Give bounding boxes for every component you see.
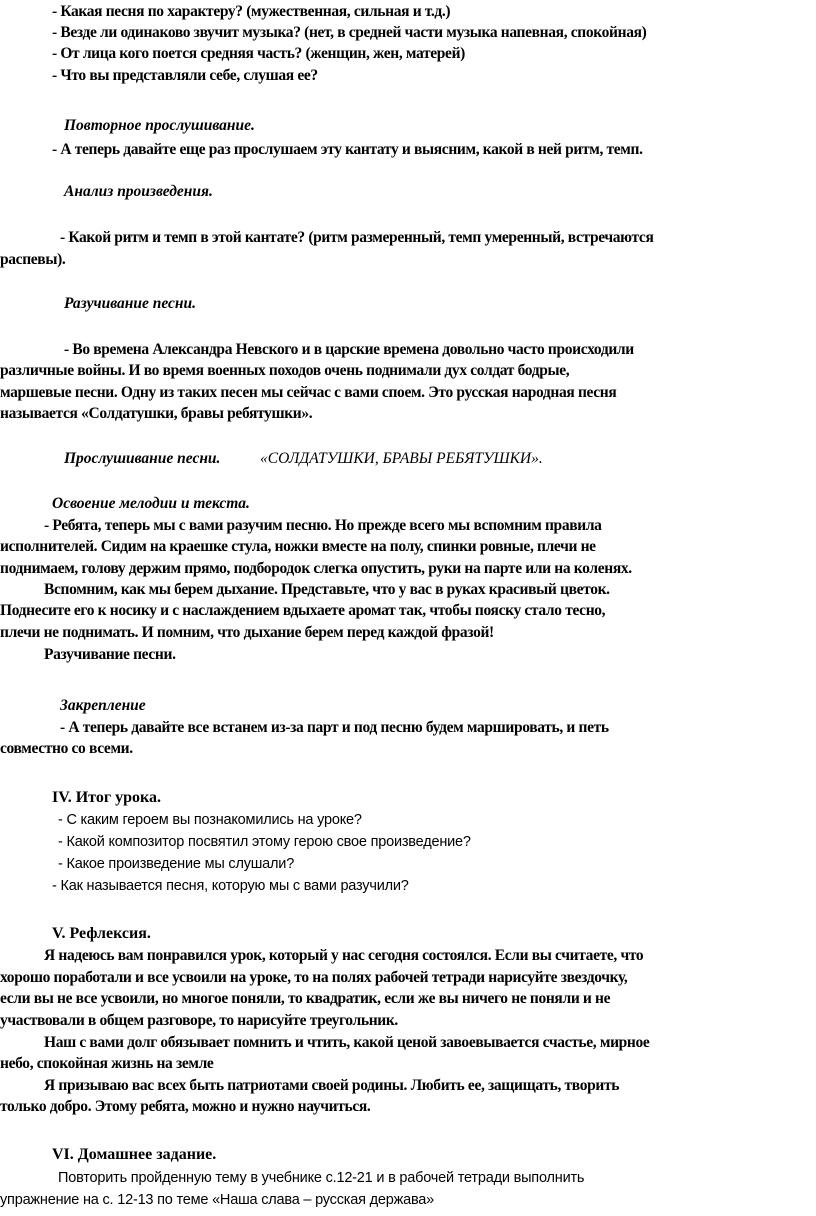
text-line: IV. Итог урока. (52, 789, 161, 806)
text-line: - Какое произведение мы слушали? (58, 856, 295, 872)
text-line: различные войны. И во время военных походов очень поднимали дух солдат бодрые, (0, 362, 570, 379)
text-line: - А теперь давайте еще раз прослушаем эту кантату и выясним, какой в ней ритм, темп. (52, 141, 643, 158)
text-line: - Какая песня по характеру? (мужественная, сильная и т.д.) (52, 3, 451, 20)
text-line: - Ребята, теперь мы с вами разучим песню. Но прежде всего мы вспомним правила (44, 517, 602, 534)
text-line: Освоение мелодии и текста. (52, 495, 250, 512)
text-line: Разучивание песни. (64, 295, 197, 312)
text-line: Разучивание песни. (44, 646, 176, 663)
text-line: распевы). (0, 251, 66, 268)
text-line: - Что вы представляли себе, слушая ее? (52, 67, 318, 84)
text-line: - А теперь давайте все встанем из-за парт и под песню будем маршировать, и петь (60, 719, 609, 736)
text-line: только добро. Этому ребята, можно и нужно научиться. (0, 1098, 371, 1115)
text-line: Повторить пройденную тему в учебнике с.12-21 и в рабочей тетради выполнить (58, 1170, 585, 1186)
text-line: VI. Домашнее задание. (52, 1146, 217, 1163)
text-line: «СОЛДАТУШКИ, БРАВЫ РЕБЯТУШКИ». (260, 450, 543, 467)
text-line: - Какой ритм и темп в этой кантате? (ритм размеренный, темп умеренный, встречаются (60, 229, 654, 246)
text-line: упражнение на с. 12-13 по теме «Наша слава – русская держава» (0, 1192, 435, 1208)
text-line: Вспомним, как мы берем дыхание. Представьте, что у вас в руках красивый цветок. (44, 581, 610, 598)
text-line: Анализ произведения. (64, 183, 213, 200)
text-line: - Как называется песня, которую мы с вами разучили? (52, 878, 409, 894)
text-line: Я призываю вас всех быть патриотами своей родины. Любить ее, защищать, творить (44, 1077, 620, 1094)
text-line: - Во времена Александра Невского и в царские времена довольно часто происходили (64, 341, 634, 358)
text-line: плечи не поднимать. И помним, что дыхание берем перед каждой фразой! (0, 624, 494, 641)
text-line: V. Рефлексия. (52, 925, 151, 942)
text-line: - С каким героем вы познакомились на уроке? (58, 812, 362, 828)
text-line: Я надеюсь вам понравился урок, который у нас сегодня состоялся. Если вы считаете, что (44, 947, 644, 964)
text-line: Наш с вами долг обязывает помнить и чтить, какой ценой завоевывается счастье, мирное (44, 1034, 650, 1051)
text-line: совместно со всеми. (0, 740, 133, 757)
text-line: Повторное прослушивание. (64, 117, 255, 134)
text-line: - Везде ли одинаково звучит музыка? (нет, в средней части музыка напевная, спокойная) (52, 24, 647, 41)
text-line: маршевые песни. Одну из таких песен мы сейчас с вами споем. Это русская народная песня (0, 384, 617, 401)
text-line: Прослушивание песни. (64, 450, 221, 467)
text-line: Закрепление (60, 697, 146, 714)
text-line: Поднесите его к носику и с наслаждением вдыхаете аромат так, чтобы пояску стало тесно, (0, 602, 606, 619)
text-line: называется «Солдатушки, бравы ребятушки». (0, 405, 313, 422)
text-line: - От лица кого поется средняя часть? (женщин, жен, матерей) (52, 45, 465, 62)
text-line: хорошо поработали и все усвоили на уроке, то на полях рабочей тетради нарисуйте звездочку, (0, 969, 628, 986)
text-line: если вы не все усвоили, но многое поняли, то квадратик, если же вы ничего не поняли и не (0, 990, 611, 1007)
text-line: поднимаем, голову держим прямо, подбородок слегка опустить, руки на парте или на коленях. (0, 560, 632, 577)
text-line: небо, спокойная жизнь на земле (0, 1055, 214, 1072)
text-line: - Какой композитор посвятил этому герою свое произведение? (58, 834, 471, 850)
text-line: исполнителей. Сидим на краешке стула, ножки вместе на полу, спинки ровные, плечи не (0, 538, 596, 555)
text-line: участвовали в общем разговоре, то нарисуйте треугольник. (0, 1012, 398, 1029)
